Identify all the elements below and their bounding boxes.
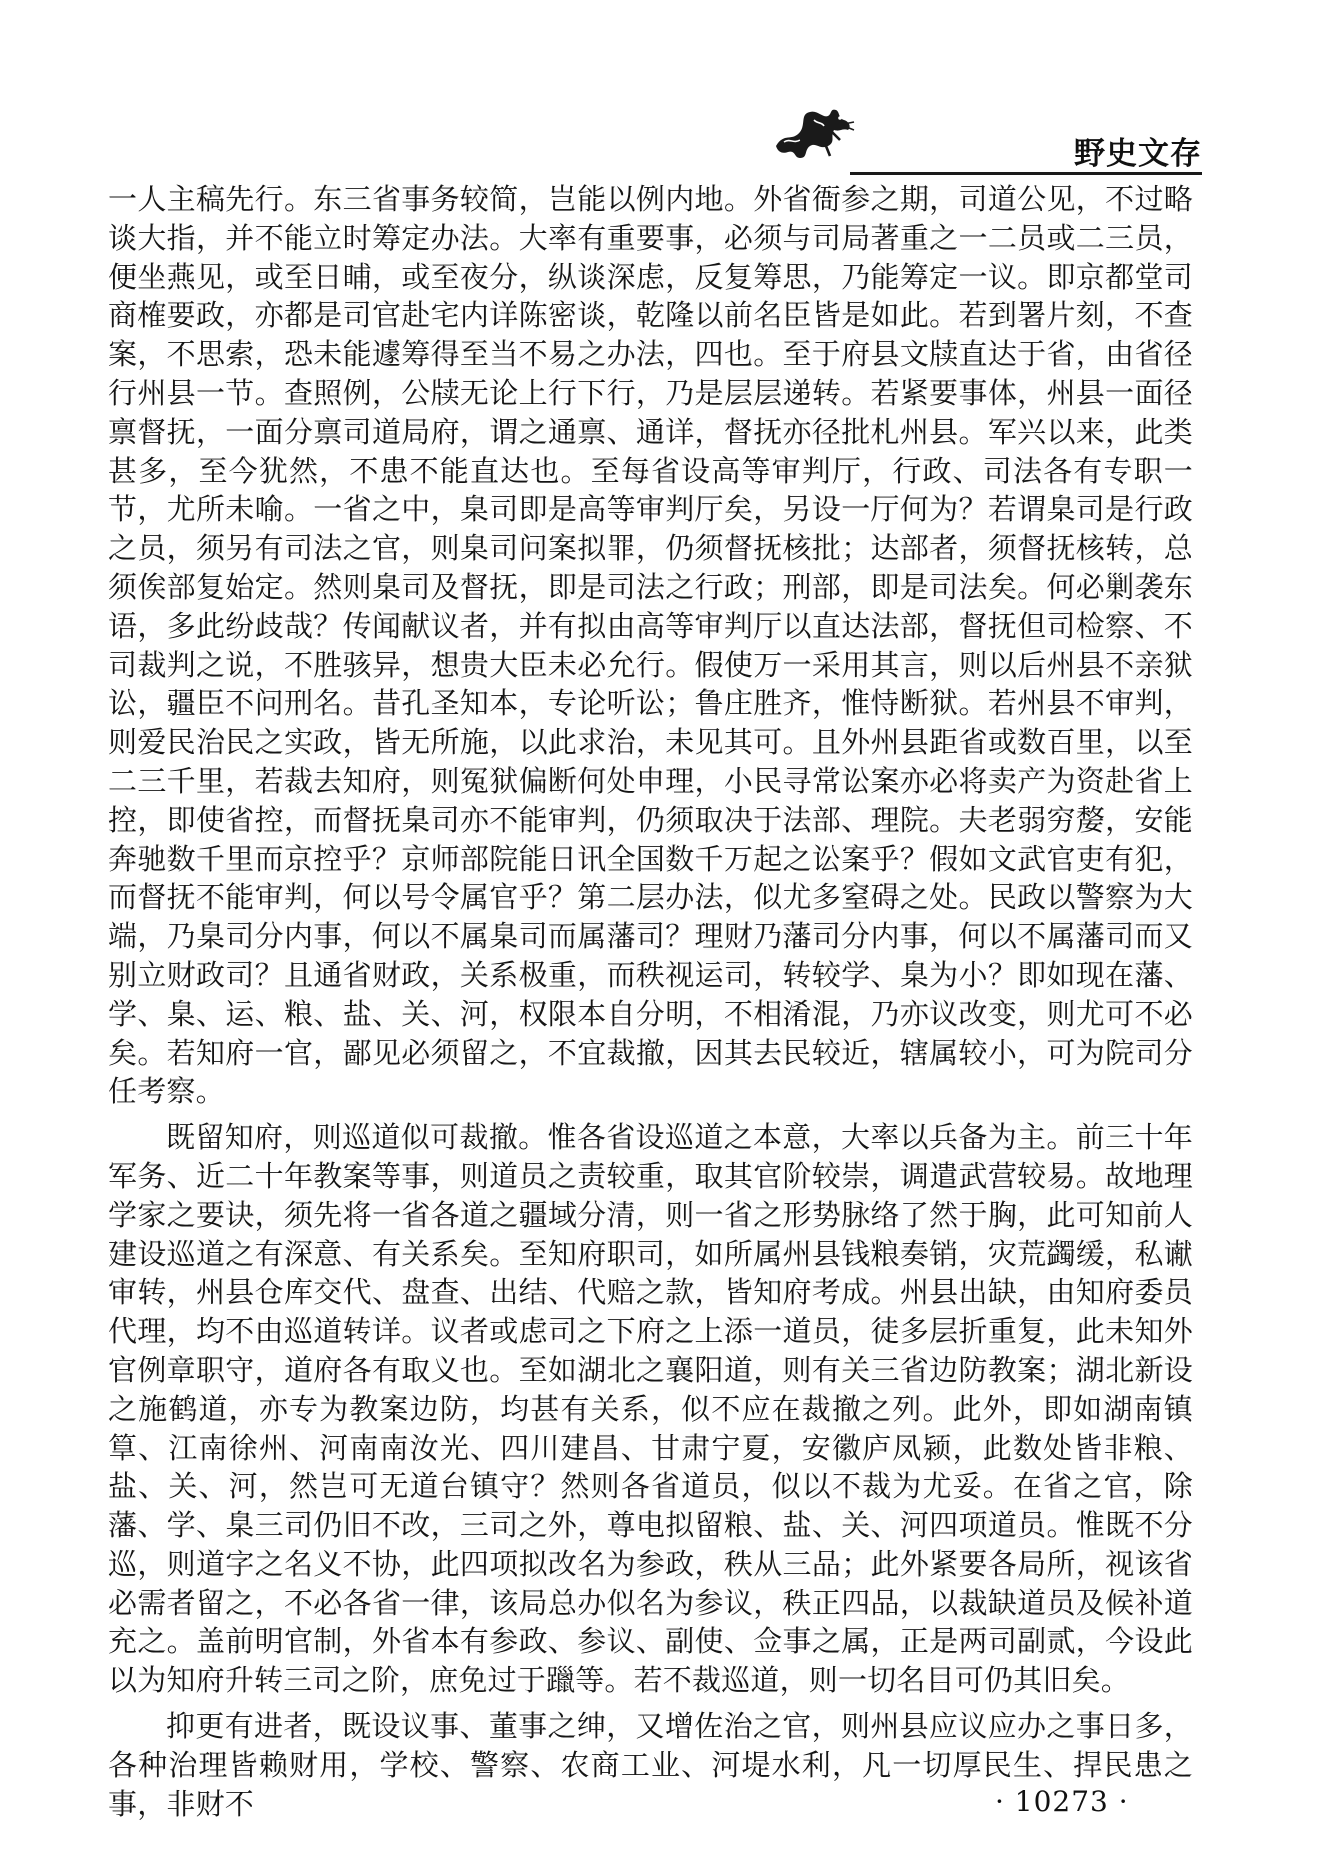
header-rule — [850, 172, 1202, 175]
page-header — [770, 96, 1202, 176]
paragraph: 一人主稿先行。东三省事务较简，岂能以例内地。外省衙参之期，司道公见，不过略谈大指，并不能立时筹定办法。大率有重要事，必须与司局著重之一二员或二三员，便坐燕见，或至日晡，或至夜分，纵谈深虑，反复筹思，乃能筹定一议。即京都堂司商榷要政，亦都是司官赴宅内详陈密谈，乾隆以前名臣皆是如此。若到署片刻，不查案，不思索，恐未能遽筹得至当不易之办法，四也。至于府县文牍直达于省，由省径行州县一节。查照例，公牍无论上行下行，乃是层层递转。若紧要事体，州县一面径禀督抚，一面分禀司道局府，谓之通禀、通详，督抚亦径批札州县。军兴以来，此类甚多，至今犹然，不患不能直达也。至每省设高等审判厅，行政、司法各有专职一节，尤所未喻。一省之中，臬司即是高等审判厅矣，另设一厅何为？若谓臬司是行政之员，须另有司法之官，则臬司问案拟罪，仍须督抚核批；达部者，须督抚核转，总须俟部复始定。然则臬司及督抚，即是司法之行政；刑部，即是司法矣。何必剿袭东语，多此纷歧哉？传闻献议者，并有拟由高等审判厅以直达法部，督抚但司检察、不司裁判之说，不胜骇异，想贵大臣未必允行。假使万一采用其言，则以后州县不亲狱讼，疆臣不问刑名。昔孔圣知本，专论听讼；鲁庄胜齐，惟恃断狱。若州县不审判，则爱民治民之实政，皆无所施，以此求治，未见其可。且外州县距省或数百里，以至二三千里，若裁去知府，则冤狱偏断何处申理，小民寻常讼案亦必将卖产为资赴省上控，即使省控，而督抚臬司亦不能审判，仍须取决于法部、理院。夫老弱穷嫠，安能奔驰数千里而京控乎？京师部院能日讯全国数千万起之讼案乎？假如文武官吏有犯，而督抚不能审判，何以号令属官乎？第二层办法，似尤多窒碍之处。民政以警察为大端，乃臬司分内事，何以不属臬司而属藩司？理财乃藩司分内事，何以不属藩司而又别立财政司？且通省财政，关系极重，而秩视运司，转较学、臬为小？即如现在藩、学、臬、运、粮、盐、关、河，权限本自分明，不相淆混，乃亦议改变，则尤可不必矣。若知府一官，鄙见必须留之，不宜裁撤，因其去民较近，辖属较小，可为院司分任考察。 — [108, 182, 1193, 1109]
paragraph: 既留知府，则巡道似可裁撤。惟各省设巡道之本意，大率以兵备为主。前三十年军务、近二十年教案等事，则道员之责较重，取其官阶较崇，调遣武营较易。故地理学家之要诀，须先将一省各道之疆域分清，则一省之形势脉络了然于胸，此可知前人建设巡道之有深意、有关系矣。至知府职司，如所属州县钱粮奏销，灾荒蠲缓，私谳审转，州县仓库交代、盘查、出结、代赔之款，皆知府考成。州县出缺，由知府委员代理，均不由巡道转详。议者或虑司之下府之上添一道员，徒多层折重复，此未知外官例章职守，道府各有取义也。至如湖北之襄阳道，则有关三省边防教案；湖北新设之施鹤道，亦专为教案边防，均甚有关系，似不应在裁撤之列。此外，即如湖南镇筸、江南徐州、河南南汝光、四川建昌、甘肃宁夏，安徽庐凤颍，此数处皆非粮、盐、关、河，然岂可无道台镇守？然则各省道员，似以不裁为尤妥。在省之官，除藩、学、臬三司仍旧不改，三司之外，尊电拟留粮、盐、关、河四项道员。惟既不分巡，则道字之名义不协，此四项拟改名为参政，秩从三品；此外紧要各局所，视该省必需者留之，不必各省一律，该局总办似名为参议，秩正四品，以裁缺道员及候补道充之。盖前明官制，外省本有参政、参议、副使、佥事之属，正是两司副贰，今设此以为知府升转三司之阶，庶免过于躐等。若不裁巡道，则一切名目可仍其旧矣。 — [108, 1120, 1193, 1698]
paragraph: 抑更有进者，既设议事、董事之绅，又增佐治之官，则州县应议应办之事日多，各种治理皆赖财用，学校、警察、农商工业、河堤水利，凡一切厚民生、捍民患之事，非财不 — [108, 1709, 1193, 1821]
running-header-title: 野史文存 — [1074, 136, 1202, 172]
dragon-emblem-icon — [770, 102, 856, 162]
body-text — [108, 180, 1193, 1830]
page-number: · 10273 · — [995, 1785, 1129, 1818]
